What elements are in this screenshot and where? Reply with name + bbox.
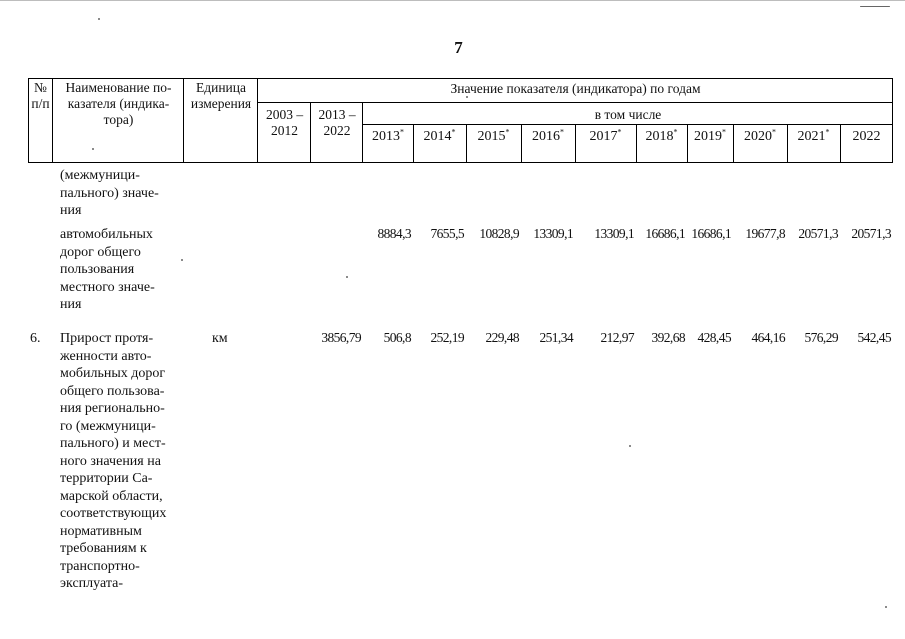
row-3-number: 6. (30, 331, 41, 346)
value-cell: 428,45 (697, 330, 731, 345)
row-3-unit: км (212, 331, 228, 346)
table-top-line (28, 78, 893, 79)
year-label: 2016 (532, 129, 560, 144)
header-year-10 (840, 129, 893, 145)
scan-speck (92, 148, 94, 150)
top-border-line (0, 0, 905, 1)
year-footnote-mark: * (825, 127, 830, 137)
value-cell: 16686,1 (691, 226, 731, 241)
row-1-name: (межмуници- пального) значе- ния (60, 168, 159, 218)
header-year-9 (787, 129, 840, 145)
header-bottom-line (28, 162, 893, 163)
header-year-4 (521, 129, 575, 145)
row-3-name: Прирост протя- женности авто- мобильных дорог общего пользова- ния регионально- го (межмуници- пального) и мест- ного значения на территории Са- марской области, соответствующих нормативным требованиям к транспортно- эксплуата- (60, 331, 167, 591)
scan-speck (346, 276, 348, 278)
value-cell: 576,29 (804, 330, 838, 345)
value-cell: 13309,1 (533, 226, 573, 241)
value-cell: 464,16 (751, 330, 785, 345)
scan-speck (629, 445, 631, 447)
header-year-8 (733, 129, 787, 145)
year-label: 2015 (477, 129, 506, 144)
header-period-1: 2003 – 2012 (265, 107, 304, 138)
value-cell: 20571,3 (851, 226, 891, 241)
scan-speck (466, 96, 468, 98)
value-cell: 8884,3 (377, 226, 411, 241)
year-footnote-mark: * (400, 127, 404, 137)
year-footnote-mark: * (617, 127, 622, 137)
year-footnote-mark: * (451, 127, 456, 137)
value-cell: 229,48 (485, 330, 519, 345)
year-label: 2018 (645, 129, 674, 144)
value-cell: 542,45 (857, 330, 891, 345)
header-period-2: 2013 – 2022 (318, 107, 356, 138)
year-footnote-mark: * (673, 127, 678, 137)
value-cell: 7655,5 (430, 226, 464, 241)
value-cell: 506,8 (383, 330, 411, 345)
scan-speck (98, 18, 100, 20)
scan-speck (181, 259, 183, 261)
year-footnote-mark: * (505, 127, 510, 137)
value-cell: 13309,1 (594, 226, 634, 241)
values-header-line (257, 102, 893, 103)
year-label: 2013 (372, 129, 400, 144)
header-year-6 (636, 129, 687, 145)
value-cell: 19677,8 (745, 226, 785, 241)
value-cell: 251,34 (539, 330, 573, 345)
page-number: 7 (454, 38, 463, 57)
header-year-2 (413, 129, 466, 145)
value-cell: 212,97 (600, 330, 634, 345)
year-footnote-mark: * (560, 127, 564, 137)
year-footnote-mark: * (722, 127, 726, 137)
value-cell: 10828,9 (479, 226, 519, 241)
including-line (362, 124, 893, 125)
value-cell: 20571,3 (798, 226, 838, 241)
row-3-period-2: 3856,79 (321, 330, 361, 345)
row-2-name: автомобильных дорог общего пользования местного значе- ния (60, 227, 155, 312)
year-label: 2014 (423, 129, 452, 144)
header-year-1 (363, 129, 413, 145)
scan-speck (885, 606, 887, 608)
value-cell: 252,19 (430, 330, 464, 345)
header-col-values: Значение показателя (индикатора) по годам (450, 81, 701, 96)
header-including: в том числе (594, 107, 662, 122)
header-year-7 (687, 129, 733, 145)
header-col-unit: Единица измерения (190, 80, 252, 111)
year-label: 2017 (589, 129, 618, 144)
header-col-number: № п/п (31, 80, 50, 111)
year-label: 2020 (744, 129, 772, 144)
year-footnote-mark: * (772, 127, 776, 137)
header-year-5 (575, 129, 636, 145)
year-label: 2022 (852, 129, 881, 144)
header-year-3 (466, 129, 521, 145)
year-label: 2019 (694, 129, 722, 144)
year-label: 2021 (797, 129, 826, 144)
scan-speck (860, 6, 890, 7)
value-cell: 392,68 (651, 330, 685, 345)
value-cell: 16686,1 (645, 226, 685, 241)
header-col-name: Наименование по- казателя (индика- тора) (65, 80, 172, 127)
